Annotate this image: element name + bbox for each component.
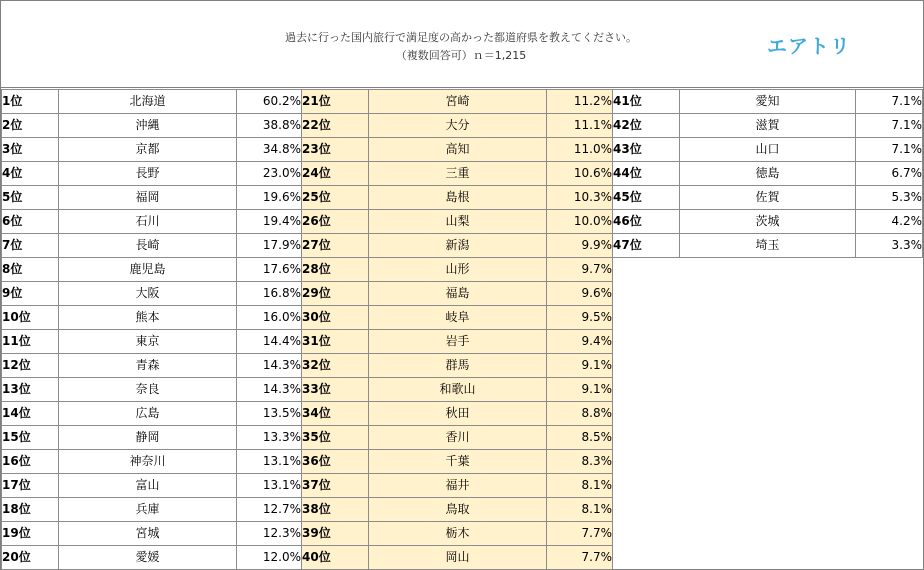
ranking-table-ranks-1-20: [1, 89, 302, 570]
prefecture-cell: 島根: [369, 186, 547, 210]
table-row: [2, 450, 302, 474]
table-row: [302, 138, 613, 162]
percent-cell: 7.1%: [856, 114, 923, 138]
rank-cell: 10位: [2, 306, 59, 330]
rank-cell: 11位: [2, 330, 59, 354]
rank-cell: 41位: [613, 90, 680, 114]
table-row: [2, 306, 302, 330]
prefecture-cell: 京都: [59, 138, 237, 162]
rank-cell: 20位: [2, 546, 59, 570]
brand-logo: エアトリ: [767, 34, 851, 58]
rank-cell: 28位: [302, 258, 369, 282]
rank-cell: 5位: [2, 186, 59, 210]
percent-cell: 7.7%: [547, 546, 613, 570]
percent-cell: 6.7%: [856, 162, 923, 186]
table-row: [302, 498, 613, 522]
rank-cell: 42位: [613, 114, 680, 138]
table-row: [613, 114, 923, 138]
percent-cell: 12.3%: [237, 522, 302, 546]
prefecture-cell: 青森: [59, 354, 237, 378]
table-row: [613, 186, 923, 210]
table-row: [302, 522, 613, 546]
table-row: [613, 234, 923, 258]
percent-cell: 9.1%: [547, 354, 613, 378]
prefecture-cell: 鳥取: [369, 498, 547, 522]
percent-cell: 9.7%: [547, 258, 613, 282]
prefecture-cell: 鹿児島: [59, 258, 237, 282]
prefecture-cell: 三重: [369, 162, 547, 186]
percent-cell: 8.3%: [547, 450, 613, 474]
rank-cell: 8位: [2, 258, 59, 282]
rank-cell: 32位: [302, 354, 369, 378]
table-row: [2, 402, 302, 426]
sample-size: （複数回答可）ｎ＝1,215: [395, 49, 527, 62]
percent-cell: 11.0%: [547, 138, 613, 162]
prefecture-cell: 和歌山: [369, 378, 547, 402]
rank-cell: 24位: [302, 162, 369, 186]
rank-cell: 30位: [302, 306, 369, 330]
rank-cell: 19位: [2, 522, 59, 546]
rank-cell: 27位: [302, 234, 369, 258]
table-row: [2, 522, 302, 546]
percent-cell: 8.8%: [547, 402, 613, 426]
percent-cell: 16.0%: [237, 306, 302, 330]
rank-cell: 12位: [2, 354, 59, 378]
percent-cell: 8.1%: [547, 498, 613, 522]
table-row: [2, 234, 302, 258]
percent-cell: 19.6%: [237, 186, 302, 210]
chart-header: [1, 1, 923, 88]
percent-cell: 8.1%: [547, 474, 613, 498]
rank-cell: 38位: [302, 498, 369, 522]
rank-cell: 4位: [2, 162, 59, 186]
percent-cell: 7.1%: [856, 90, 923, 114]
table-row: [302, 258, 613, 282]
percent-cell: 11.1%: [547, 114, 613, 138]
table-row: [2, 162, 302, 186]
percent-cell: 11.2%: [547, 90, 613, 114]
prefecture-cell: 高知: [369, 138, 547, 162]
percent-cell: 38.8%: [237, 114, 302, 138]
rank-cell: 44位: [613, 162, 680, 186]
rank-cell: 45位: [613, 186, 680, 210]
percent-cell: 17.6%: [237, 258, 302, 282]
prefecture-cell: 静岡: [59, 426, 237, 450]
prefecture-cell: 岐阜: [369, 306, 547, 330]
percent-cell: 13.3%: [237, 426, 302, 450]
rank-cell: 23位: [302, 138, 369, 162]
table-row: [302, 378, 613, 402]
rank-cell: 22位: [302, 114, 369, 138]
prefecture-cell: 愛知: [679, 90, 855, 114]
ranking-table-ranks-41-47: [612, 89, 923, 258]
rank-cell: 6位: [2, 210, 59, 234]
table-row: [302, 234, 613, 258]
percent-cell: 5.3%: [856, 186, 923, 210]
table-row: [613, 138, 923, 162]
prefecture-cell: 埼玉: [679, 234, 855, 258]
rank-cell: 29位: [302, 282, 369, 306]
prefecture-cell: 福井: [369, 474, 547, 498]
prefecture-cell: 広島: [59, 402, 237, 426]
rank-cell: 16位: [2, 450, 59, 474]
prefecture-cell: 愛媛: [59, 546, 237, 570]
percent-cell: 60.2%: [237, 90, 302, 114]
prefecture-cell: 大分: [369, 114, 547, 138]
prefecture-cell: 神奈川: [59, 450, 237, 474]
prefecture-cell: 秋田: [369, 402, 547, 426]
table-row: [302, 474, 613, 498]
prefecture-cell: 佐賀: [679, 186, 855, 210]
rank-cell: 26位: [302, 210, 369, 234]
prefecture-cell: 徳島: [679, 162, 855, 186]
prefecture-cell: 群馬: [369, 354, 547, 378]
rank-cell: 25位: [302, 186, 369, 210]
rank-cell: 3位: [2, 138, 59, 162]
percent-cell: 23.0%: [237, 162, 302, 186]
percent-cell: 14.4%: [237, 330, 302, 354]
table-row: [2, 186, 302, 210]
rank-cell: 40位: [302, 546, 369, 570]
table-row: [302, 354, 613, 378]
table-row: [2, 426, 302, 450]
table-row: [613, 210, 923, 234]
question-text: 過去に行った国内旅行で満足度の高かった都道府県を教えてください。: [285, 31, 637, 44]
table-row: [2, 378, 302, 402]
prefecture-cell: 山口: [679, 138, 855, 162]
prefecture-cell: 東京: [59, 330, 237, 354]
prefecture-cell: 宮城: [59, 522, 237, 546]
percent-cell: 3.3%: [856, 234, 923, 258]
rank-cell: 18位: [2, 498, 59, 522]
rank-cell: 15位: [2, 426, 59, 450]
rank-cell: 37位: [302, 474, 369, 498]
percent-cell: 8.5%: [547, 426, 613, 450]
rank-cell: 14位: [2, 402, 59, 426]
rank-cell: 2位: [2, 114, 59, 138]
percent-cell: 9.9%: [547, 234, 613, 258]
table-row: [2, 546, 302, 570]
table-row: [302, 90, 613, 114]
percent-cell: 12.7%: [237, 498, 302, 522]
rank-cell: 13位: [2, 378, 59, 402]
percent-cell: 7.1%: [856, 138, 923, 162]
percent-cell: 4.2%: [856, 210, 923, 234]
percent-cell: 19.4%: [237, 210, 302, 234]
table-row: [2, 354, 302, 378]
prefecture-cell: 大阪: [59, 282, 237, 306]
prefecture-cell: 長崎: [59, 234, 237, 258]
percent-cell: 9.4%: [547, 330, 613, 354]
table-row: [302, 306, 613, 330]
prefecture-cell: 岡山: [369, 546, 547, 570]
rank-cell: 35位: [302, 426, 369, 450]
survey-question: [181, 29, 741, 65]
table-row: [302, 282, 613, 306]
percent-cell: 34.8%: [237, 138, 302, 162]
rank-cell: 7位: [2, 234, 59, 258]
percent-cell: 13.5%: [237, 402, 302, 426]
prefecture-cell: 北海道: [59, 90, 237, 114]
percent-cell: 9.6%: [547, 282, 613, 306]
rank-cell: 46位: [613, 210, 680, 234]
percent-cell: 7.7%: [547, 522, 613, 546]
prefecture-cell: 奈良: [59, 378, 237, 402]
rank-cell: 21位: [302, 90, 369, 114]
table-row: [2, 498, 302, 522]
table-row: [2, 330, 302, 354]
table-row: [613, 90, 923, 114]
table-row: [302, 546, 613, 570]
table-row: [302, 402, 613, 426]
rank-cell: 34位: [302, 402, 369, 426]
table-row: [302, 426, 613, 450]
prefecture-cell: 福島: [369, 282, 547, 306]
table-row: [2, 474, 302, 498]
prefecture-cell: 滋賀: [679, 114, 855, 138]
table-row: [302, 186, 613, 210]
table-row: [2, 210, 302, 234]
percent-cell: 12.0%: [237, 546, 302, 570]
table-row: [2, 90, 302, 114]
ranking-table-ranks-21-40: [301, 89, 613, 570]
rank-cell: 33位: [302, 378, 369, 402]
table-row: [2, 114, 302, 138]
table-row: [613, 162, 923, 186]
percent-cell: 10.6%: [547, 162, 613, 186]
table-row: [2, 258, 302, 282]
rank-cell: 17位: [2, 474, 59, 498]
prefecture-cell: 兵庫: [59, 498, 237, 522]
prefecture-cell: 山梨: [369, 210, 547, 234]
prefecture-cell: 新潟: [369, 234, 547, 258]
percent-cell: 16.8%: [237, 282, 302, 306]
rank-cell: 43位: [613, 138, 680, 162]
prefecture-cell: 茨城: [679, 210, 855, 234]
prefecture-cell: 沖縄: [59, 114, 237, 138]
percent-cell: 9.1%: [547, 378, 613, 402]
rank-cell: 47位: [613, 234, 680, 258]
prefecture-cell: 栃木: [369, 522, 547, 546]
prefecture-cell: 香川: [369, 426, 547, 450]
prefecture-cell: 福岡: [59, 186, 237, 210]
prefecture-cell: 山形: [369, 258, 547, 282]
percent-cell: 17.9%: [237, 234, 302, 258]
table-row: [302, 450, 613, 474]
table-row: [302, 210, 613, 234]
percent-cell: 9.5%: [547, 306, 613, 330]
percent-cell: 10.0%: [547, 210, 613, 234]
rank-cell: 1位: [2, 90, 59, 114]
percent-cell: 13.1%: [237, 450, 302, 474]
table-row: [2, 282, 302, 306]
rank-cell: 39位: [302, 522, 369, 546]
prefecture-cell: 富山: [59, 474, 237, 498]
percent-cell: 13.1%: [237, 474, 302, 498]
table-row: [302, 162, 613, 186]
percent-cell: 14.3%: [237, 354, 302, 378]
rank-cell: 36位: [302, 450, 369, 474]
prefecture-cell: 熊本: [59, 306, 237, 330]
percent-cell: 14.3%: [237, 378, 302, 402]
percent-cell: 10.3%: [547, 186, 613, 210]
prefecture-cell: 宮崎: [369, 90, 547, 114]
prefecture-cell: 岩手: [369, 330, 547, 354]
prefecture-cell: 長野: [59, 162, 237, 186]
prefecture-cell: 千葉: [369, 450, 547, 474]
table-row: [2, 138, 302, 162]
table-row: [302, 114, 613, 138]
rank-cell: 31位: [302, 330, 369, 354]
rank-cell: 9位: [2, 282, 59, 306]
prefecture-cell: 石川: [59, 210, 237, 234]
table-row: [302, 330, 613, 354]
